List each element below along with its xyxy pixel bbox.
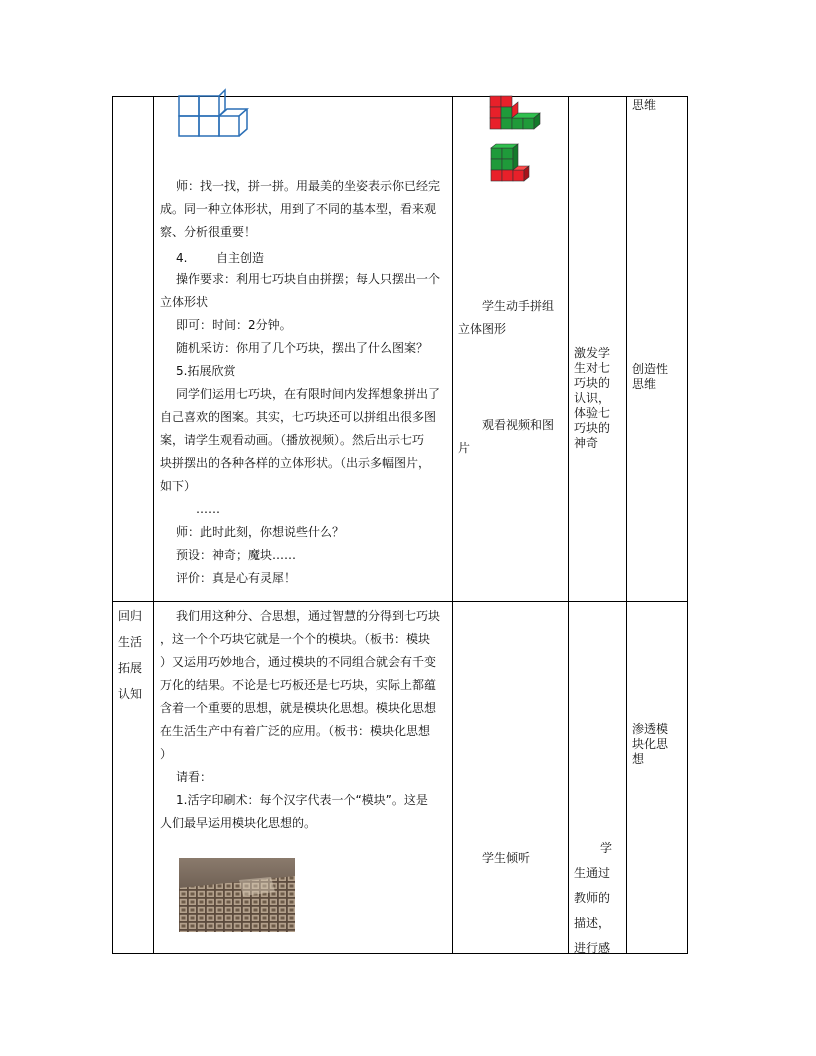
text-line: 含着一个重要的思想，就是模块化思想。模块化思想 <box>160 701 437 715</box>
text-line: ） <box>160 747 173 761</box>
text-line: 体验七 <box>574 406 611 420</box>
text-line: 案，请学生观看动画。（播放视频）。然后出示七巧 <box>160 433 425 447</box>
text-line: 神奇 <box>574 436 599 450</box>
text-line: 生对七 <box>574 361 611 375</box>
row2-section-title <box>118 603 152 707</box>
colored-cubes-image-2 <box>489 146 533 188</box>
text-line: 立体图形 <box>458 322 507 336</box>
text-line: 5.拓展欣赏 <box>176 364 236 378</box>
col3-student-listen: 学生倾听 <box>482 851 531 865</box>
text-line: 成。同一种立体形状，用到了不同的基本型，看来观 <box>160 202 437 216</box>
text-line: 进行感 <box>574 941 611 955</box>
text-line: 巧块的 <box>574 421 611 435</box>
col3-watch-video <box>458 414 566 460</box>
text-line: ，这一个个巧块它就是一个个的模块。（板书：模块 <box>160 632 431 646</box>
text-line: 教师的 <box>574 891 611 905</box>
text-line: 我们用这种分、合思想，通过智慧的分得到七巧块 <box>176 609 441 623</box>
operation-requirements <box>160 268 450 590</box>
text-line: 随机采访：你用了几个巧块，摆出了什么图案？ <box>176 341 429 355</box>
text-line: 片 <box>458 441 471 455</box>
text-line: 块化思 <box>632 737 669 751</box>
col-line-4 <box>626 96 627 954</box>
text-line: 在生活生产中有着广泛的应用。（板书：模块化思想 <box>160 724 431 738</box>
text-line: 师：找一找，拼一拼。用最美的坐姿表示你已经完 <box>176 179 441 193</box>
text-line: 学 <box>600 841 613 855</box>
text-line: 想 <box>632 752 645 766</box>
text-line: 回归 <box>118 609 143 623</box>
col-line-2 <box>452 96 453 954</box>
col-line-5 <box>687 96 688 954</box>
text-line: 如下） <box>160 479 197 493</box>
text-line: 激发学 <box>574 346 611 360</box>
col5-creative-thinking <box>632 362 686 392</box>
row-divider <box>112 601 688 602</box>
col2-intro-paragraph <box>160 175 450 244</box>
item-4-title: 自主创造 <box>216 251 265 265</box>
text-line: 人们最早运用模块化思想的。 <box>160 816 317 830</box>
text-line: 认识， <box>574 391 611 405</box>
col4-design-intent <box>574 346 624 451</box>
col-line-0 <box>112 96 113 954</box>
text-line: 即可：时间：2分钟。 <box>176 318 292 332</box>
text-line: 生活 <box>118 635 143 649</box>
text-line: 渗透模 <box>632 722 669 736</box>
item-4-number: 4. <box>176 251 188 265</box>
text-line: 万化的结果。不论是七巧板还是七巧块，实际上都蕴 <box>160 678 437 692</box>
text-line: 生通过 <box>574 866 611 880</box>
wireframe-cubes-figure <box>178 96 254 140</box>
col5-top-label: 思维 <box>632 98 657 112</box>
col-line-1 <box>153 96 154 954</box>
col-line-3 <box>568 96 569 954</box>
text-line: …… <box>196 502 220 516</box>
text-line: 巧块的 <box>574 376 611 390</box>
text-line: 预设：神奇；魔块…… <box>176 548 297 562</box>
text-line: 立体形状 <box>160 295 209 309</box>
text-line: 自己喜欢的图案。其实，七巧块还可以拼组出很多图 <box>160 410 437 424</box>
text-line: 创造性 <box>632 362 669 376</box>
text-line: 描述， <box>574 916 611 930</box>
text-line: 评价：真是心有灵犀！ <box>176 571 297 585</box>
row2-col4-intent <box>574 836 624 961</box>
row2-col5-modular <box>632 722 686 767</box>
text-line: 操作要求：利用七巧块自由拼摆；每人只摆出一个 <box>176 272 441 286</box>
modular-thinking-intro <box>160 605 450 835</box>
text-line: 师：此时此刻，你想说些什么？ <box>176 525 345 539</box>
text-line: 认知 <box>118 687 143 701</box>
colored-cubes-image-1 <box>489 96 541 138</box>
text-line: 请看： <box>176 770 213 784</box>
text-line: 学生动手拼组 <box>482 299 555 313</box>
text-line: 同学们运用七巧块，在有限时间内发挥想象拼出了 <box>176 387 441 401</box>
text-line: 察、分析很重要！ <box>160 225 257 239</box>
text-line: ）又运用巧妙地合，通过模块的不同组合就会有千变 <box>160 655 437 669</box>
text-line: 思维 <box>632 377 657 391</box>
text-line: 观看视频和图 <box>482 418 555 432</box>
col3-student-activity <box>458 295 566 341</box>
text-line: 拓展 <box>118 661 143 675</box>
text-line: 块拼摆出的各种各样的立体形状。（出示多幅图片， <box>160 456 431 470</box>
movable-type-photo <box>179 858 295 932</box>
text-line: 1.活字印刷术：每个汉字代表一个“模块”。这是 <box>176 793 428 807</box>
